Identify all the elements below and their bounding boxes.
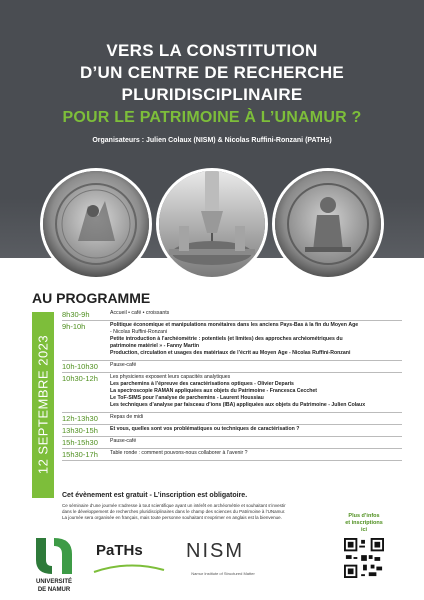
schedule-entry: Les parchemins à l’épreuve des caractérisations optiques - Olivier Deparis: [110, 381, 294, 387]
schedule-entry: Les physiciens exposent leurs capacités analytiques: [110, 374, 231, 380]
schedule-time: 8h30-9h: [62, 310, 90, 319]
schedule-separator: [62, 320, 402, 321]
nism-subtitle: Namur Institute of Structured Matter: [191, 571, 255, 576]
title-line-2: D’UN CENTRE DE RECHERCHE: [79, 63, 345, 82]
footer-description-1: Ce séminaire d’une journée s’adresse à tout scientifique ayant un intérêt en archéométrie et souhaitant s’investir: [62, 503, 286, 508]
microscope-instrument-image: [156, 168, 268, 280]
qr-label-2: et inscriptions: [345, 520, 383, 526]
schedule-row: [62, 362, 402, 372]
schedule-time: 13h30-15h: [62, 426, 98, 435]
schedule-time: 9h-10h: [62, 322, 86, 331]
qr-label-1: Plus d’infos: [348, 513, 380, 519]
schedule-row: [62, 374, 402, 412]
qr-code-icon[interactable]: [344, 538, 384, 578]
organisers-line: Organisateurs : Julien Colaux (NISM) & Nicolas Ruffini-Ronzani (PATHs): [92, 137, 332, 144]
enthroned-figure-coin-image: [272, 168, 384, 280]
programme-heading: AU PROGRAMME: [32, 290, 151, 306]
schedule-time: 15h-15h30: [62, 438, 98, 447]
paths-logo: PaTHs: [96, 542, 143, 559]
paths-swoosh-icon: [92, 562, 166, 576]
schedule-entries: [110, 310, 406, 317]
schedule-row: [62, 310, 402, 320]
schedule-entry: - Nicolas Ruffini-Ronzani: [110, 329, 167, 335]
schedule-entry: Le ToF-SIMS pour l’analyse de parchemins - Laurent Houssiau: [110, 395, 264, 401]
schedule-row: [62, 414, 402, 424]
schedule-entries: [110, 426, 406, 433]
nism-logo: NISM: [186, 540, 244, 562]
schedule-entry: Accueil • café • croissants: [110, 310, 170, 316]
schedule-time: 15h30-17h: [62, 450, 98, 459]
schedule-entry: Et vous, quelles sont vos problématiques ou techniques de caractérisation ?: [110, 426, 300, 432]
schedule-entry: Politique économique et manipulations monétaires dans les anciens Pays-Bas à la fin du Moyen Âge: [110, 322, 359, 328]
qr-label-3: ici: [360, 527, 368, 533]
schedule-separator: [62, 360, 402, 361]
schedule-entries: [110, 374, 406, 409]
schedule-entry: La spectroscopie RAMAN appliquées aux objets du Patrimoine - Francesca Cecchet: [110, 388, 317, 394]
schedule-entries: [110, 322, 406, 357]
schedule-separator: [62, 460, 402, 461]
unamur-logo: [32, 534, 76, 578]
schedule-entries: [110, 362, 406, 369]
schedule-separator: [62, 424, 402, 425]
title-line-1: VERS LA CONSTITUTION: [106, 41, 318, 60]
footer-description-2: dans le développement de recherches pluridisciplinaires dans le champ des sciences du Patrimoine à l’UNamur.: [62, 509, 286, 514]
schedule-entries: [110, 450, 406, 457]
schedule-time: 10h-10h30: [62, 362, 98, 371]
schedule-separator: [62, 448, 402, 449]
schedule-separator: [62, 412, 402, 413]
schedule-separator: [62, 372, 402, 373]
poster-subtitle: POUR LE PATRIMOINE À L’UNAMUR ?: [62, 109, 362, 126]
event-date: 12 SEPTEMBRE 2023: [35, 334, 51, 475]
schedule-entries: [110, 414, 406, 421]
schedule-entry: Production, circulation et usages des matériaux de l’écrit au Moyen Âge - Nicolas Ruffini-Ronzani: [110, 350, 351, 356]
schedule-entry: Pause-café: [110, 362, 137, 368]
schedule-time: 10h30-12h: [62, 374, 98, 383]
schedule-row: [62, 438, 402, 448]
schedule-entry: Table ronde : comment pouvons-nous collaborer à l’avenir ?: [110, 450, 248, 456]
schedule-entry: Petite introduction à l’archéométrie : potentiels (et limites) des approches archéométriques du: [110, 336, 343, 342]
title-line-3: PLURIDISCIPLINAIRE: [121, 85, 303, 104]
schedule-separator: [62, 436, 402, 437]
schedule-row: [62, 426, 402, 436]
schedule-entries: [110, 438, 406, 445]
schedule-entry: Repas de midi: [110, 414, 144, 420]
unamur-label-2: DE NAMUR: [37, 587, 71, 593]
schedule-row: [62, 322, 402, 360]
schedule-entry: Pause-café: [110, 438, 137, 444]
free-notice: Cet évènement est gratuit - L’inscription est obligatoire.: [62, 492, 248, 499]
schedule-entry: Les techniques d’analyse par faisceau d’ions (IBA) appliquées aux objets du Patrimoine - Julien Colaux: [110, 402, 366, 408]
unamur-label-1: UNIVERSITÉ: [35, 579, 72, 585]
medieval-coin-image: [40, 168, 152, 280]
schedule-row: [62, 450, 402, 460]
schedule-time: 12h-13h30: [62, 414, 98, 423]
footer-description-3: La journée sera organisée en français, mais toute personne souhaitant s’exprimer en anglais est la bienvenue.: [62, 515, 282, 520]
schedule-entry: patrimoine matériel » - Fanny Martin: [110, 343, 200, 349]
